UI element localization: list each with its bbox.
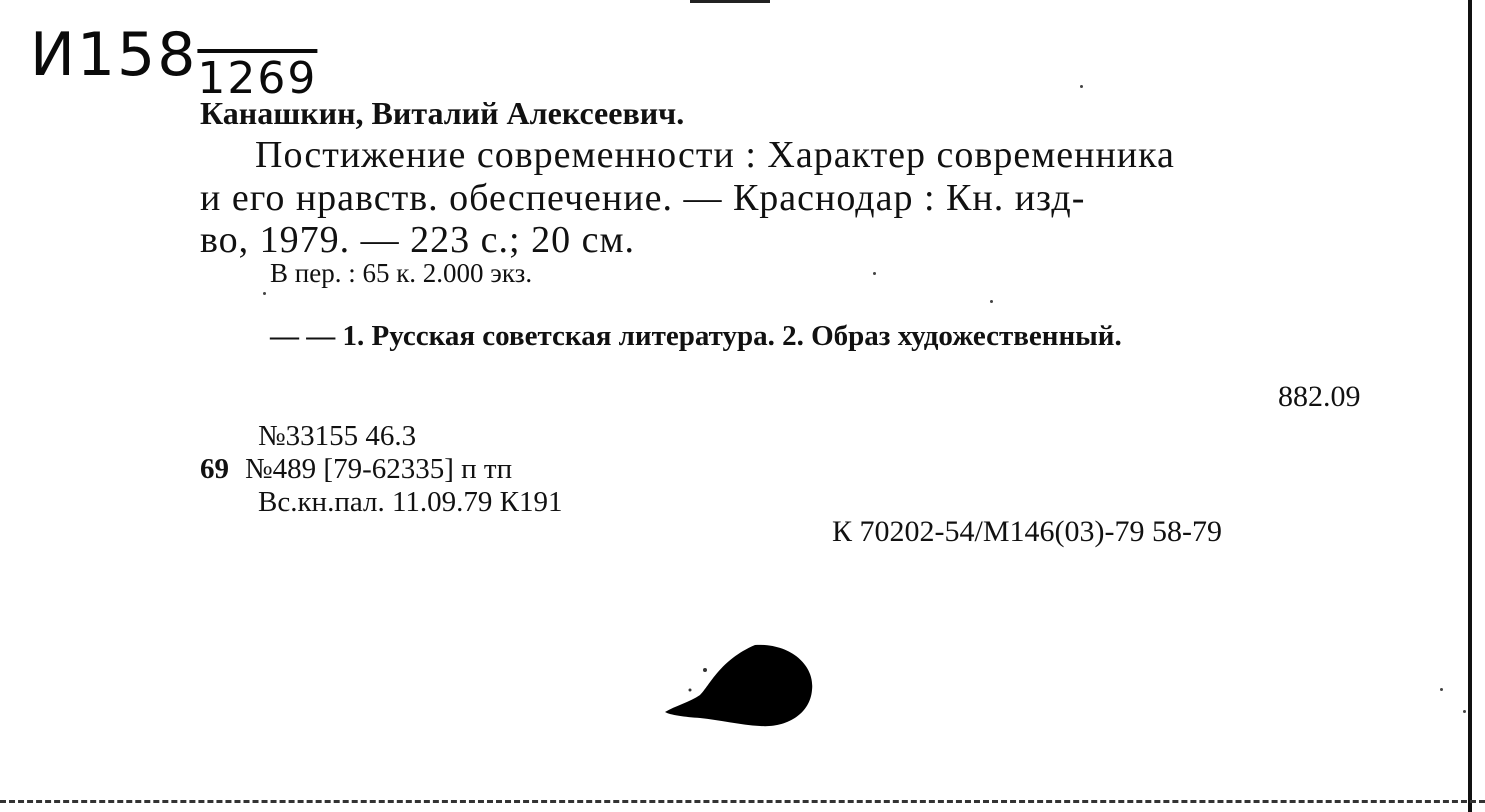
card-right-border xyxy=(1468,0,1472,812)
catalog-code: К 70202-54/М146(03)-79 58-79 xyxy=(832,515,1222,548)
title-line-2: и его нравств. обеспечение. — Краснодар : Кн. изд- xyxy=(200,177,1086,219)
subject-headings: — — 1. Русская советская литература. 2. Образ художественный. xyxy=(270,320,1122,352)
handwritten-shelf-code xyxy=(30,20,318,104)
record-line-2-prefix: 69 xyxy=(200,453,229,485)
record-line-2-text: №489 [79-62335] п тп xyxy=(245,453,513,485)
speck xyxy=(1080,85,1083,88)
handwritten-code-sub: 1269 xyxy=(197,53,318,104)
speck xyxy=(263,292,266,295)
author-heading: Канашкин, Виталий Алексеевич. xyxy=(200,95,685,131)
top-edge-mark xyxy=(690,0,770,3)
title-line-1: Постижение современности : Характер современника xyxy=(255,134,1175,176)
classification-number: 882.09 xyxy=(1278,380,1361,413)
handwritten-code-main: И158 xyxy=(30,20,198,90)
punch-hole-blot xyxy=(660,640,820,730)
record-line-2 xyxy=(200,453,512,486)
record-line-3: Вс.кн.пал. 11.09.79 К191 xyxy=(258,486,563,518)
speck xyxy=(1440,688,1443,691)
card-bottom-border xyxy=(0,800,1485,803)
speck xyxy=(873,272,876,275)
record-line-1: №33155 46.3 xyxy=(258,420,417,452)
price-circulation: В пер. : 65 к. 2.000 экз. xyxy=(270,258,533,288)
speck xyxy=(990,300,993,303)
title-line-3: во, 1979. — 223 с.; 20 см. xyxy=(200,219,636,261)
speck xyxy=(1463,710,1466,713)
